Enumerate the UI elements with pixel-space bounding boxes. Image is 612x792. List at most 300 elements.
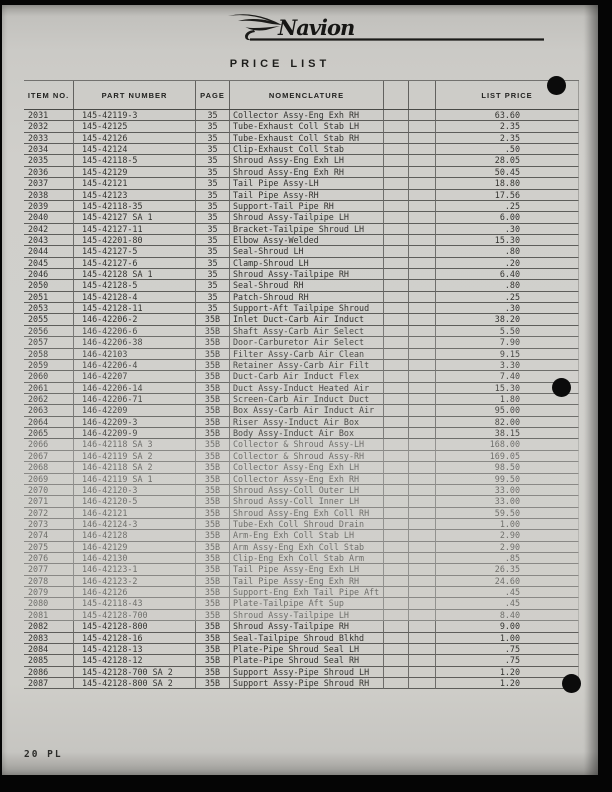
- cell-e1: [384, 371, 409, 382]
- cell-part: 146-42124-3: [74, 519, 196, 530]
- cell-price: 9.15: [436, 349, 579, 360]
- cell-price: 15.30: [436, 235, 579, 246]
- cell-part: 145-42127-5: [74, 246, 196, 257]
- cell-item: 2033: [24, 133, 74, 144]
- cell-page: 35: [196, 258, 230, 269]
- cell-e2: [409, 564, 436, 575]
- cell-item: 2031: [24, 110, 74, 121]
- cell-e2: [409, 383, 436, 394]
- table-row: [24, 144, 579, 155]
- cell-part: 145-42119-3: [74, 110, 196, 121]
- cell-e2: [409, 633, 436, 644]
- cell-item: 2071: [24, 496, 74, 507]
- cell-part: 145-42121: [74, 178, 196, 189]
- cell-nomenclature: Body Assy-Induct Air Box: [230, 428, 384, 439]
- table-row: [24, 644, 579, 655]
- col-header-blank-2: [409, 81, 436, 109]
- cell-e1: [384, 428, 409, 439]
- cell-e1: [384, 678, 409, 689]
- page-title: PRICE LIST: [229, 58, 331, 70]
- table-row: [24, 485, 579, 496]
- cell-part: 146-42103: [74, 349, 196, 360]
- table-row: [24, 360, 579, 371]
- cell-part: 145-42128-4: [74, 292, 196, 303]
- cell-page: 35: [196, 292, 230, 303]
- cell-page: 35: [196, 269, 230, 280]
- cell-e2: [409, 530, 436, 541]
- cell-part: 145-42128-700 SA 2: [74, 667, 196, 678]
- cell-nomenclature: Collector Assy-Eng Exh LH: [230, 462, 384, 473]
- cell-price: 18.80: [436, 178, 579, 189]
- cell-part: 146-42129: [74, 542, 196, 553]
- cell-item: 2086: [24, 667, 74, 678]
- table-header-row: [24, 81, 579, 110]
- cell-part: 145-42118-5: [74, 155, 196, 166]
- cell-nomenclature: Box Assy-Carb Air Induct Air: [230, 405, 384, 416]
- cell-page: 35B: [196, 633, 230, 644]
- cell-e2: [409, 553, 436, 564]
- cell-item: 2074: [24, 530, 74, 541]
- cell-e2: [409, 121, 436, 132]
- cell-part: 145-42127 SA 1: [74, 212, 196, 223]
- cell-page: 35B: [196, 564, 230, 575]
- cell-item: 2053: [24, 303, 74, 314]
- cell-e2: [409, 144, 436, 155]
- cell-page: 35: [196, 144, 230, 155]
- cell-part: 146-42123-1: [74, 564, 196, 575]
- table-row: [24, 121, 579, 132]
- cell-e2: [409, 576, 436, 587]
- table-row: [24, 292, 579, 303]
- navion-logo: [220, 8, 550, 46]
- cell-e2: [409, 485, 436, 496]
- cell-e1: [384, 349, 409, 360]
- cell-item: 2056: [24, 326, 74, 337]
- cell-item: 2032: [24, 121, 74, 132]
- cell-price: 50.45: [436, 167, 579, 178]
- cell-item: 2079: [24, 587, 74, 598]
- cell-e1: [384, 280, 409, 291]
- table-row: [24, 496, 579, 507]
- cell-price: 1.20: [436, 667, 579, 678]
- cell-price: 2.90: [436, 542, 579, 553]
- cell-item: 2043: [24, 235, 74, 246]
- cell-e2: [409, 349, 436, 360]
- cell-e1: [384, 644, 409, 655]
- table-row: [24, 326, 579, 337]
- cell-item: 2075: [24, 542, 74, 553]
- cell-e2: [409, 303, 436, 314]
- cell-nomenclature: Arm Assy-Eng Exh Coll Stab: [230, 542, 384, 553]
- cell-item: 2067: [24, 451, 74, 462]
- scan-edge-shadow: [584, 5, 598, 775]
- col-header-item-no: ITEM NO.: [24, 81, 74, 109]
- cell-item: 2085: [24, 655, 74, 666]
- cell-price: .80: [436, 246, 579, 257]
- cell-e1: [384, 212, 409, 223]
- cell-price: 24.60: [436, 576, 579, 587]
- cell-page: 35B: [196, 371, 230, 382]
- cell-price: .50: [436, 144, 579, 155]
- cell-e2: [409, 201, 436, 212]
- cell-part: 146-42206-2: [74, 314, 196, 325]
- cell-page: 35B: [196, 678, 230, 689]
- cell-price: 1.00: [436, 519, 579, 530]
- cell-price: .45: [436, 598, 579, 609]
- table-row: [24, 190, 579, 201]
- cell-price: 1.80: [436, 394, 579, 405]
- cell-item: 2077: [24, 564, 74, 575]
- cell-price: 169.05: [436, 451, 579, 462]
- cell-e2: [409, 280, 436, 291]
- cell-page: 35B: [196, 621, 230, 632]
- cell-part: 145-42129: [74, 167, 196, 178]
- cell-e1: [384, 439, 409, 450]
- cell-e1: [384, 246, 409, 257]
- cell-nomenclature: Tail Pipe Assy-LH: [230, 178, 384, 189]
- table-row: [24, 110, 579, 121]
- cell-page: 35B: [196, 587, 230, 598]
- cell-item: 2050: [24, 280, 74, 291]
- cell-e2: [409, 621, 436, 632]
- cell-e2: [409, 235, 436, 246]
- cell-e2: [409, 314, 436, 325]
- table-row: [24, 598, 579, 609]
- table-row: [24, 519, 579, 530]
- cell-e2: [409, 258, 436, 269]
- cell-e1: [384, 235, 409, 246]
- cell-page: 35: [196, 246, 230, 257]
- paper-sheet: [2, 5, 598, 775]
- cell-nomenclature: Seal-Shroud LH: [230, 246, 384, 257]
- table-row: [24, 553, 579, 564]
- cell-nomenclature: Collector Assy-Eng Exh RH: [230, 474, 384, 485]
- cell-e1: [384, 383, 409, 394]
- cell-part: 146-42121: [74, 508, 196, 519]
- cell-page: 35B: [196, 314, 230, 325]
- cell-price: .25: [436, 201, 579, 212]
- cell-e1: [384, 201, 409, 212]
- cell-e1: [384, 587, 409, 598]
- cell-e1: [384, 326, 409, 337]
- cell-nomenclature: Tube-Exhaust Coll Stab RH: [230, 133, 384, 144]
- navion-wing-icon: [228, 14, 282, 40]
- cell-e2: [409, 496, 436, 507]
- table-row: [24, 474, 579, 485]
- cell-page: 35B: [196, 383, 230, 394]
- cell-e2: [409, 428, 436, 439]
- cell-e1: [384, 633, 409, 644]
- cell-nomenclature: Duct Assy-Induct Heated Air: [230, 383, 384, 394]
- table-row: [24, 314, 579, 325]
- cell-part: 146-42123-2: [74, 576, 196, 587]
- cell-item: 2078: [24, 576, 74, 587]
- cell-part: 146-42209-9: [74, 428, 196, 439]
- cell-part: 145-42127-6: [74, 258, 196, 269]
- cell-part: 146-42120-3: [74, 485, 196, 496]
- cell-price: .25: [436, 292, 579, 303]
- cell-price: 8.40: [436, 610, 579, 621]
- cell-price: 38.15: [436, 428, 579, 439]
- cell-e2: [409, 167, 436, 178]
- table-row: [24, 269, 579, 280]
- cell-e2: [409, 439, 436, 450]
- cell-part: 145-42128-12: [74, 655, 196, 666]
- cell-item: 2036: [24, 167, 74, 178]
- cell-nomenclature: Support-Tail Pipe RH: [230, 201, 384, 212]
- cell-price: 63.60: [436, 110, 579, 121]
- cell-page: 35: [196, 190, 230, 201]
- cell-e2: [409, 326, 436, 337]
- cell-part: 145-42128-800: [74, 621, 196, 632]
- cell-e2: [409, 405, 436, 416]
- cell-price: 98.50: [436, 462, 579, 473]
- cell-nomenclature: Shroud Assy-Tailpipe LH: [230, 212, 384, 223]
- cell-part: 145-42118-35: [74, 201, 196, 212]
- table-row: [24, 417, 579, 428]
- cell-price: 5.50: [436, 326, 579, 337]
- cell-item: 2039: [24, 201, 74, 212]
- cell-nomenclature: Tail Pipe Assy-RH: [230, 190, 384, 201]
- cell-item: 2060: [24, 371, 74, 382]
- cell-e2: [409, 644, 436, 655]
- cell-nomenclature: Shroud Assy-Eng Exh RH: [230, 167, 384, 178]
- cell-page: 35B: [196, 394, 230, 405]
- price-table: [24, 80, 579, 689]
- table-row: [24, 678, 579, 689]
- table-row: [24, 428, 579, 439]
- cell-item: 2034: [24, 144, 74, 155]
- cell-price: .85: [436, 553, 579, 564]
- cell-e1: [384, 190, 409, 201]
- cell-price: 38.20: [436, 314, 579, 325]
- cell-part: 146-42209-3: [74, 417, 196, 428]
- cell-e1: [384, 530, 409, 541]
- cell-e2: [409, 360, 436, 371]
- cell-part: 145-42128 SA 1: [74, 269, 196, 280]
- punch-hole-icon: [552, 378, 571, 397]
- cell-item: 2059: [24, 360, 74, 371]
- cell-part: 146-42206-38: [74, 337, 196, 348]
- cell-page: 35B: [196, 530, 230, 541]
- cell-e1: [384, 258, 409, 269]
- cell-part: 146-42128: [74, 530, 196, 541]
- cell-page: 35B: [196, 542, 230, 553]
- cell-price: 1.20: [436, 678, 579, 689]
- cell-nomenclature: Retainer Assy-Carb Air Filt: [230, 360, 384, 371]
- cell-part: 146-42206-14: [74, 383, 196, 394]
- table-row: [24, 280, 579, 291]
- cell-item: 2035: [24, 155, 74, 166]
- cell-item: 2045: [24, 258, 74, 269]
- cell-nomenclature: Shroud Assy-Coll Outer LH: [230, 485, 384, 496]
- cell-nomenclature: Plate-Pipe Shroud Seal RH: [230, 655, 384, 666]
- cell-part: 145-42128-13: [74, 644, 196, 655]
- cell-page: 35: [196, 110, 230, 121]
- table-row: [24, 439, 579, 450]
- cell-e2: [409, 667, 436, 678]
- table-row: [24, 451, 579, 462]
- cell-page: 35B: [196, 337, 230, 348]
- cell-part: 146-42206-4: [74, 360, 196, 371]
- cell-e1: [384, 133, 409, 144]
- table-row: [24, 530, 579, 541]
- cell-price: .20: [436, 258, 579, 269]
- cell-price: 2.35: [436, 121, 579, 132]
- cell-e1: [384, 110, 409, 121]
- cell-e2: [409, 474, 436, 485]
- cell-page: 35B: [196, 405, 230, 416]
- cell-part: 145-42128-16: [74, 633, 196, 644]
- cell-nomenclature: Collector Assy-Eng Exh RH: [230, 110, 384, 121]
- cell-part: 146-42207: [74, 371, 196, 382]
- cell-e1: [384, 576, 409, 587]
- table-row: [24, 610, 579, 621]
- cell-page: 35B: [196, 644, 230, 655]
- punch-hole-icon: [547, 76, 566, 95]
- cell-price: 33.00: [436, 485, 579, 496]
- cell-nomenclature: Riser Assy-Induct Air Box: [230, 417, 384, 428]
- cell-e1: [384, 155, 409, 166]
- table-row: [24, 394, 579, 405]
- cell-e2: [409, 155, 436, 166]
- cell-price: 95.00: [436, 405, 579, 416]
- table-row: [24, 587, 579, 598]
- table-row: [24, 383, 579, 394]
- cell-part: 145-42125: [74, 121, 196, 132]
- cell-price: .75: [436, 655, 579, 666]
- cell-nomenclature: Shroud Assy-Tailpipe RH: [230, 269, 384, 280]
- cell-item: 2083: [24, 633, 74, 644]
- table-row: [24, 178, 579, 189]
- table-row: [24, 167, 579, 178]
- cell-item: 2063: [24, 405, 74, 416]
- cell-part: 145-42128-11: [74, 303, 196, 314]
- table-row: [24, 201, 579, 212]
- cell-e1: [384, 417, 409, 428]
- cell-page: 35: [196, 280, 230, 291]
- cell-e2: [409, 269, 436, 280]
- cell-page: 35B: [196, 462, 230, 473]
- cell-price: 17.56: [436, 190, 579, 201]
- punch-hole-icon: [562, 674, 581, 693]
- cell-price: 2.90: [436, 530, 579, 541]
- table-row: [24, 246, 579, 257]
- cell-nomenclature: Door-Carburetor Air Select: [230, 337, 384, 348]
- cell-e2: [409, 110, 436, 121]
- cell-page: 35: [196, 133, 230, 144]
- navion-logo-text: Navion: [278, 15, 355, 40]
- table-row: [24, 667, 579, 678]
- cell-nomenclature: Tail Pipe Assy-Eng Exh LH: [230, 564, 384, 575]
- cell-part: 145-42118-43: [74, 598, 196, 609]
- cell-e1: [384, 292, 409, 303]
- col-header-part-number: PART NUMBER: [74, 81, 196, 109]
- cell-e2: [409, 519, 436, 530]
- cell-e1: [384, 508, 409, 519]
- cell-nomenclature: Patch-Shroud RH: [230, 292, 384, 303]
- cell-price: .80: [436, 280, 579, 291]
- cell-e1: [384, 360, 409, 371]
- cell-page: 35: [196, 212, 230, 223]
- cell-item: 2042: [24, 224, 74, 235]
- cell-e2: [409, 598, 436, 609]
- cell-nomenclature: Collector & Shroud Assy-LH: [230, 439, 384, 450]
- table-row: [24, 655, 579, 666]
- cell-part: 146-42206-71: [74, 394, 196, 405]
- cell-price: 28.05: [436, 155, 579, 166]
- col-header-page: PAGE: [196, 81, 230, 109]
- cell-e1: [384, 303, 409, 314]
- cell-nomenclature: Bracket-Tailpipe Shroud LH: [230, 224, 384, 235]
- cell-nomenclature: Tail Pipe Assy-Eng Exh RH: [230, 576, 384, 587]
- cell-e1: [384, 462, 409, 473]
- cell-e2: [409, 451, 436, 462]
- cell-e1: [384, 667, 409, 678]
- cell-nomenclature: Tube-Exh Coll Shroud Drain: [230, 519, 384, 530]
- cell-e2: [409, 610, 436, 621]
- cell-price: 3.30: [436, 360, 579, 371]
- cell-e1: [384, 553, 409, 564]
- cell-part: 146-42120-5: [74, 496, 196, 507]
- cell-e1: [384, 564, 409, 575]
- cell-page: 35: [196, 235, 230, 246]
- cell-page: 35: [196, 224, 230, 235]
- table-row: [24, 155, 579, 166]
- cell-page: 35: [196, 121, 230, 132]
- table-row: [24, 621, 579, 632]
- table-row: [24, 405, 579, 416]
- cell-item: 2061: [24, 383, 74, 394]
- cell-item: 2038: [24, 190, 74, 201]
- cell-e2: [409, 462, 436, 473]
- cell-part: 146-42126: [74, 587, 196, 598]
- cell-e1: [384, 405, 409, 416]
- cell-e2: [409, 394, 436, 405]
- cell-page: 35: [196, 303, 230, 314]
- cell-e2: [409, 508, 436, 519]
- cell-part: 145-42124: [74, 144, 196, 155]
- cell-page: 35B: [196, 485, 230, 496]
- cell-part: 146-42130: [74, 553, 196, 564]
- cell-item: 2084: [24, 644, 74, 655]
- cell-item: 2046: [24, 269, 74, 280]
- cell-price: .30: [436, 303, 579, 314]
- cell-part: 145-42126: [74, 133, 196, 144]
- price-table-body: [24, 110, 579, 689]
- cell-price: 99.50: [436, 474, 579, 485]
- cell-e2: [409, 178, 436, 189]
- cell-page: 35: [196, 201, 230, 212]
- table-row: [24, 349, 579, 360]
- cell-page: 35B: [196, 428, 230, 439]
- cell-page: 35B: [196, 474, 230, 485]
- cell-e2: [409, 542, 436, 553]
- cell-e1: [384, 144, 409, 155]
- cell-part: 146-42209: [74, 405, 196, 416]
- cell-e2: [409, 371, 436, 382]
- cell-price: 7.90: [436, 337, 579, 348]
- cell-price: 33.00: [436, 496, 579, 507]
- cell-part: 145-42128-700: [74, 610, 196, 621]
- cell-item: 2081: [24, 610, 74, 621]
- cell-item: 2069: [24, 474, 74, 485]
- cell-item: 2044: [24, 246, 74, 257]
- cell-page: 35B: [196, 610, 230, 621]
- col-header-list-price: LIST PRICE: [436, 81, 579, 109]
- cell-nomenclature: Support Assy-Pipe Shroud LH: [230, 667, 384, 678]
- cell-price: 9.00: [436, 621, 579, 632]
